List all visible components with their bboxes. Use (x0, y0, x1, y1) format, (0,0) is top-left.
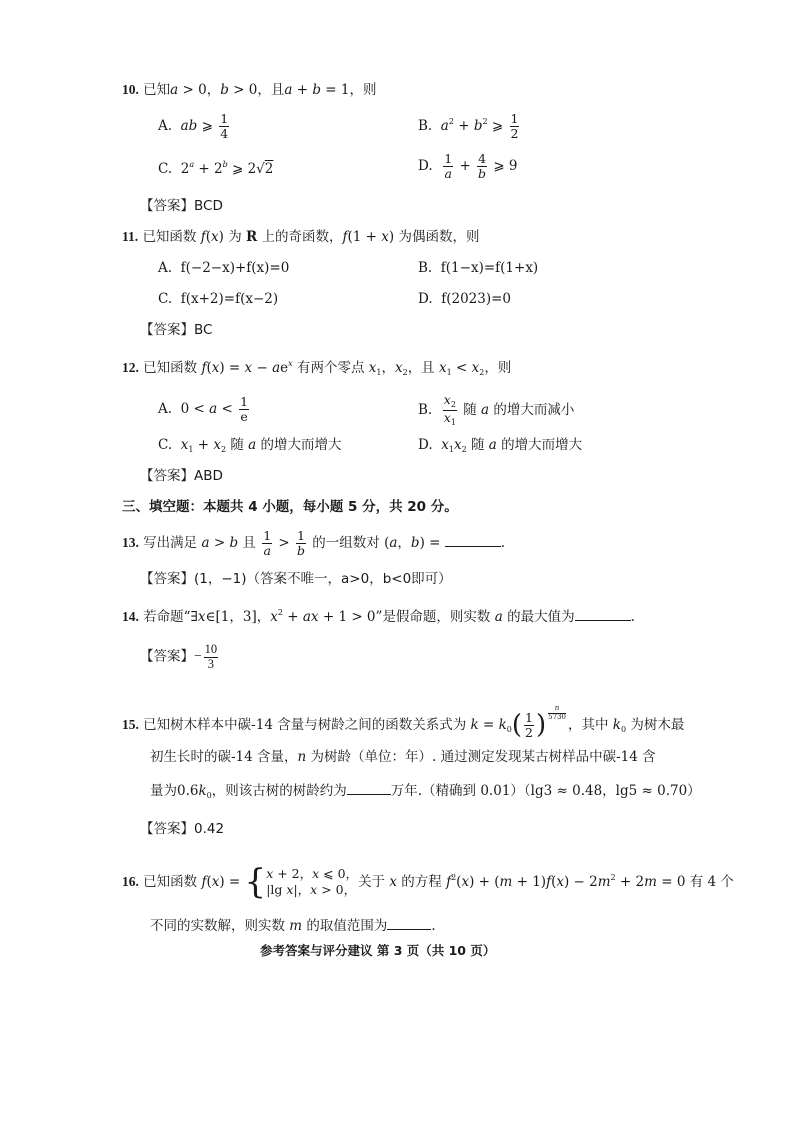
q16-line1: 16. 已知函数 f(x) = {x + 2，x ⩽ 0， |lg x|，x > 0， 关于 x 的方程 $f^2(x) + (m + 1)f(x) - 2m^2 + 2m = 0$ 有 4 个 (122, 862, 734, 902)
q10-number: 10. (122, 82, 139, 97)
q14-answer: 【答案】− $\frac{10}{3}$ (140, 642, 218, 671)
q10-option-d: D. $\frac{1}{a}$ + $\frac{4}{b}$ ⩾ 9 (418, 151, 518, 181)
q13-answer: 【答案】(1，−1)（答案不唯一，a>0，b<0即可） (140, 571, 452, 587)
q15-line3: 量为$0.6k_0$，则该古树的树龄约为 万年.（精确到 0.01）（lg3 ≈ 0.48，lg5 ≈ 0.70） (150, 783, 701, 800)
q11-option-c: C. f(x+2)=f(x−2) (158, 291, 279, 307)
q12-stem: 12. 已知函数 $f(x) = x - ae^x$ 有两个零点 $x_1$，$x_2$，且 $x_1 < x_2$，则 (122, 359, 512, 377)
page-footer: 参考答案与评分建议 第 3 页（共 10 页） (260, 943, 496, 958)
q10-option-b: B. $a^2 + b^2$ ⩾ $\frac{1}{2}$ (418, 111, 519, 141)
q11-option-d: D. f(2023)=0 (418, 291, 512, 307)
q10-option-a: A. ab ⩾ $\frac{1}{4}$ (158, 111, 229, 141)
q15-line2: 初生长时的碳-14 含量，n 为树龄（单位：年）. 通过测定发现某古树样品中碳-14 含 (150, 749, 656, 765)
q10-option-c: C. $2^a + 2^b$ ⩾ 2√2 (158, 160, 274, 177)
q15-line1: 15. 已知树木样本中碳-14 含量与树龄之间的函数关系式为 $k = k_0$( $\frac{1}{2}$ ) $^{\frac{n}{5730}}$ ，其中 $k_0$ 为树木最 (122, 704, 685, 741)
q12-option-c: C. $x_1 + x_2$ 随 a 的增大而增大 (158, 437, 342, 454)
q11-option-a: A. f(−2−x)+f(x)=0 (158, 260, 290, 276)
q10-stem: 10. 已知a > 0，b > 0，且a + b = 1，则 (122, 82, 377, 98)
q11-option-b: B. f(1−x)=f(1+x) (418, 260, 539, 276)
q11-stem: 11. 已知函数 f(x) 为 R 上的奇函数，f(1 + x) 为偶函数，则 (122, 229, 480, 245)
q10-answer: 【答案】BCD (140, 198, 223, 214)
q15-answer: 【答案】0.42 (140, 821, 225, 837)
q16-line2: 不同的实数解，则实数 m 的取值范围为 . (150, 918, 436, 934)
q11-answer: 【答案】BC (140, 322, 213, 338)
q14-stem: 14. 若命题“∃x∈[1，3]，$x^2$ + ax + 1 > 0”是假命题，则实数 a 的最大值为 . (122, 608, 635, 625)
section-title: 三、填空题：本题共 4 小题，每小题 5 分，共 20 分。 (122, 499, 458, 515)
q12-option-a: A. 0 < a < $\frac{1}{e}$ (158, 394, 249, 424)
q12-option-b: B. $\frac{x_2}{x_1}$ 随 a 的增大而减小 (418, 392, 575, 427)
q13-stem: 13. 写出满足 a > b 且 $\frac{1}{a}$ > $\frac{1}{b}$ 的一组数对 (a，b) = . (122, 528, 506, 558)
q12-option-d: D. $x_1x_2$ 随 a 的增大而增大 (418, 437, 583, 454)
q12-answer: 【答案】ABD (140, 468, 223, 484)
